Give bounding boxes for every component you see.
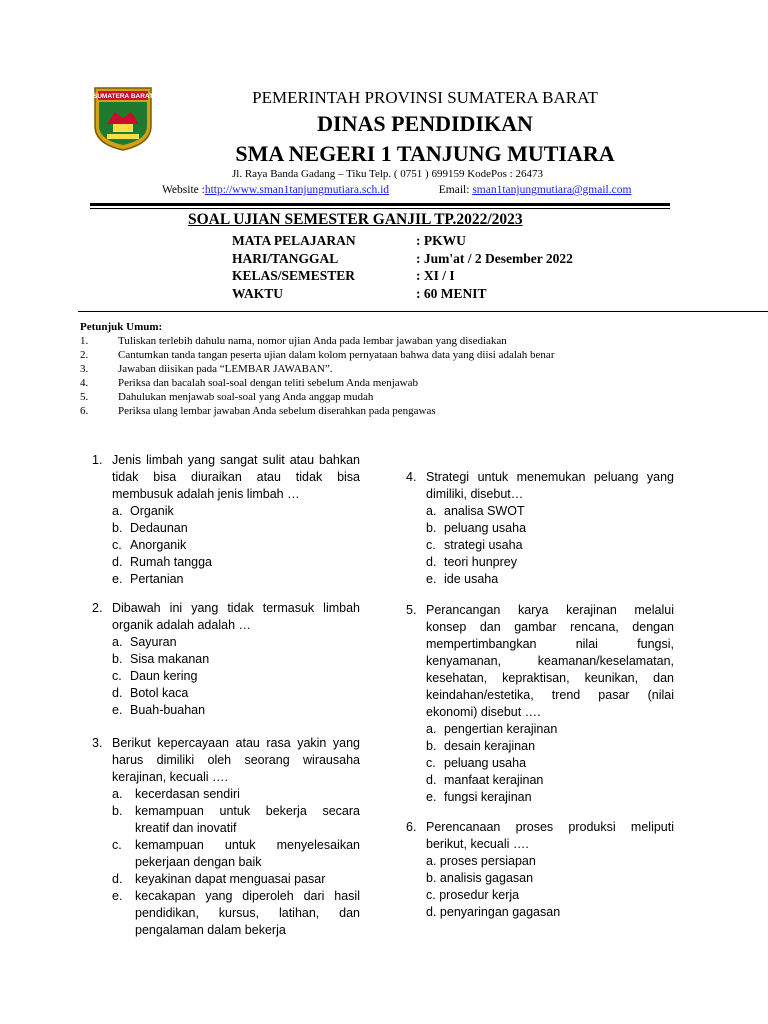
answer-option [406, 554, 674, 571]
option-text: pengertian kerajinan [444, 722, 558, 736]
answer-option [92, 554, 360, 571]
instruction-number: 5. [80, 391, 89, 403]
school-address: Jl. Raya Banda Gadang – Tiku Telp. ( 0751 ) 699159 KodePos : 26473 [232, 168, 543, 180]
option-letter: a. [426, 504, 437, 518]
question-stem [92, 452, 360, 503]
question [92, 600, 360, 719]
question-number: 2. [92, 601, 103, 615]
answer-option [406, 772, 674, 789]
section-rule [78, 311, 768, 312]
meta-key: HARI/TANGGAL [232, 251, 339, 266]
meta-value: : PKWU [416, 233, 466, 248]
answer-option [406, 537, 674, 554]
option-letter: d. [112, 686, 123, 700]
option-letter: a. [112, 635, 123, 649]
option-text: teori hunprey [444, 555, 517, 569]
option-letter: a. [426, 854, 437, 868]
question [92, 735, 360, 939]
instruction-number: 1. [80, 335, 89, 347]
option-letter: c. [112, 838, 122, 852]
option-text: Dedaunan [130, 521, 188, 535]
answer-option [92, 871, 360, 888]
option-letter: a. [426, 722, 437, 736]
question-number: 6. [406, 820, 417, 834]
option-letter: d. [426, 905, 437, 919]
meta-value: : 60 MENIT [416, 286, 487, 301]
question-stem [92, 735, 360, 786]
option-letter: c. [112, 669, 122, 683]
option-text: Pertanian [130, 572, 184, 586]
question-number: 1. [92, 453, 103, 467]
option-letter: d. [112, 872, 123, 886]
meta-key: KELAS/SEMESTER [232, 268, 356, 283]
option-letter: c. [426, 756, 436, 770]
instructions-title: Petunjuk Umum: [80, 321, 163, 333]
answer-option [406, 755, 674, 772]
question-stem [92, 600, 360, 634]
option-text: prosedur kerja [439, 888, 520, 902]
option-text: Anorganik [130, 538, 187, 552]
question-number: 4. [406, 470, 417, 484]
option-letter: c. [426, 538, 436, 552]
answer-option [406, 503, 674, 520]
option-letter: a. [112, 504, 123, 518]
option-letter: e. [426, 572, 437, 586]
answer-option [406, 904, 674, 921]
instruction-number: 4. [80, 377, 89, 389]
answer-option [92, 503, 360, 520]
email-label: Email: [438, 184, 470, 196]
school-name: SMA NEGERI 1 TANJUNG MUTIARA [235, 141, 615, 166]
question-stem [406, 602, 674, 721]
option-text: Sisa makanan [130, 652, 210, 666]
option-text: Rumah tangga [130, 555, 213, 569]
option-letter: b. [426, 521, 437, 535]
answer-option [406, 721, 674, 738]
option-text: kecerdasan sendiri [135, 787, 240, 801]
email-link[interactable]: sman1tanjungmutiara@gmail.com [472, 184, 632, 196]
question [406, 819, 674, 921]
exam-title: SOAL UJIAN SEMESTER GANJIL TP.2022/2023 [188, 211, 523, 228]
header-rule-thin [90, 208, 670, 209]
instruction-item [80, 335, 507, 347]
option-letter: e. [112, 572, 123, 586]
answer-option [406, 520, 674, 537]
option-letter: b. [112, 652, 123, 666]
option-text: proses persiapan [439, 854, 536, 868]
answer-option [92, 786, 360, 803]
instruction-text: Periksa dan bacalah soal-soal dengan teliti sebelum Anda menjawab [118, 377, 418, 389]
answer-option [406, 571, 674, 588]
option-text: desain kerajinan [444, 739, 536, 753]
option-text: peluang usaha [444, 756, 527, 770]
question [406, 469, 674, 588]
answer-option [92, 685, 360, 702]
instruction-text: Periksa ulang lembar jawaban Anda sebelum diserahkan pada pengawas [118, 405, 436, 417]
meta-key: WAKTU [232, 286, 284, 301]
option-text: kemampuan untuk menyelesaikan pekerjaan dengan baik [135, 838, 360, 869]
logo-text: SUMATERA BARAT [93, 93, 153, 100]
answer-option [406, 738, 674, 755]
question [406, 602, 674, 806]
answer-option [92, 803, 360, 837]
header-rule-thick [90, 203, 670, 206]
option-text: fungsi kerajinan [444, 790, 532, 804]
option-letter: e. [426, 790, 437, 804]
answer-option [92, 520, 360, 537]
instruction-text: Jawaban diisikan pada “LEMBAR JAWABAN”. [118, 363, 333, 375]
option-letter: d. [426, 773, 437, 787]
option-letter: b. [112, 521, 123, 535]
question-text: Berikut kepercayaan atau rasa yakin yang harus dimiliki oleh seorang wirausaha kerajinan, kecuali …. [112, 736, 360, 784]
instruction-text: Cantumkan tanda tangan peserta ujian dalam kolom pernyataan bahwa data yang diisi adalah benar [118, 349, 555, 361]
option-text: Sayuran [130, 635, 177, 649]
website-link[interactable]: http://www.sman1tanjungmutiara.sch.id [204, 184, 390, 196]
question-text: Dibawah ini yang tidak termasuk limbah organik adalah adalah … [112, 601, 360, 632]
answer-option [406, 870, 674, 887]
option-text: Organik [130, 504, 174, 518]
contact-line [162, 184, 631, 196]
option-text: strategi usaha [444, 538, 523, 552]
answer-option [92, 888, 360, 939]
question-stem [406, 469, 674, 503]
option-text: manfaat kerajinan [444, 773, 544, 787]
option-text: kemampuan untuk bekerja secara kreatif dan inovatif [135, 804, 360, 835]
instruction-item [80, 349, 554, 361]
question-stem [406, 819, 674, 853]
option-letter: b. [426, 871, 437, 885]
answer-option [406, 789, 674, 806]
option-text: Buah-buahan [130, 703, 206, 717]
option-letter: b. [426, 739, 437, 753]
answer-option [406, 853, 674, 870]
answer-option [92, 668, 360, 685]
option-text: Botol kaca [130, 686, 189, 700]
province-logo [93, 86, 153, 152]
option-letter: e. [112, 703, 123, 717]
instruction-item [80, 377, 418, 389]
meta-value: : Jum'at / 2 Desember 2022 [416, 251, 573, 266]
answer-option [92, 702, 360, 719]
question [92, 452, 360, 588]
instruction-item [80, 405, 436, 417]
option-text: analisa SWOT [444, 504, 525, 518]
option-text: keyakinan dapat menguasai pasar [135, 872, 326, 886]
answer-option [92, 571, 360, 588]
instruction-number: 6. [80, 405, 89, 417]
option-text: analisis gagasan [439, 871, 534, 885]
option-letter: c. [112, 538, 122, 552]
question-text: Perencanaan proses produksi meliputi berikut, kecuali …. [426, 820, 674, 851]
question-number: 3. [92, 736, 103, 750]
option-text: peluang usaha [444, 521, 527, 535]
answer-option [406, 887, 674, 904]
option-text: Daun kering [130, 669, 198, 683]
option-text: kecakapan yang diperoleh dari hasil pendidikan, kursus, latihan, dan pengalaman dalam bekerja [135, 889, 360, 937]
answer-option [92, 537, 360, 554]
option-letter: d. [426, 555, 437, 569]
answer-option [92, 651, 360, 668]
question-text: Strategi untuk menemukan peluang yang dimiliki, disebut… [426, 470, 674, 501]
department-name: DINAS PENDIDIKAN [317, 111, 533, 136]
instruction-text: Tuliskan terlebih dahulu nama, nomor ujian Anda pada lembar jawaban yang disediakan [118, 335, 507, 347]
meta-key: MATA PELAJARAN [232, 233, 356, 248]
option-letter: d. [112, 555, 123, 569]
website-label: Website : [162, 184, 205, 196]
question-number: 5. [406, 603, 417, 617]
government-name: PEMERINTAH PROVINSI SUMATERA BARAT [252, 88, 598, 107]
answer-option [92, 634, 360, 651]
option-text: penyaringan gagasan [439, 905, 561, 919]
question-text: Jenis limbah yang sangat sulit atau bahkan tidak bisa diuraikan atau tidak bisa membusuk adalah jenis limbah … [112, 453, 360, 501]
question-text: Perancangan karya kerajinan melalui konsep dan gambar rencana, dengan mempertimbangkan nilai fungsi, kenyamanan, keamanan/keselamatan, kesehatan, kepraktisan, keunikan, dan keindahan/estetika, trend pasar (nilai ekonomi) disebut …. [426, 603, 674, 719]
instruction-item [80, 363, 333, 375]
instruction-item [80, 391, 373, 403]
option-letter: c. [426, 888, 436, 902]
instruction-number: 2. [80, 349, 89, 361]
option-letter: a. [112, 787, 123, 801]
meta-value: : XI / I [416, 268, 455, 283]
answer-option [92, 837, 360, 871]
instruction-text: Dahulukan menjawab soal-soal yang Anda anggap mudah [118, 391, 374, 403]
instruction-number: 3. [80, 363, 89, 375]
option-text: ide usaha [444, 572, 499, 586]
option-letter: b. [112, 804, 123, 818]
option-letter: e. [112, 889, 123, 903]
